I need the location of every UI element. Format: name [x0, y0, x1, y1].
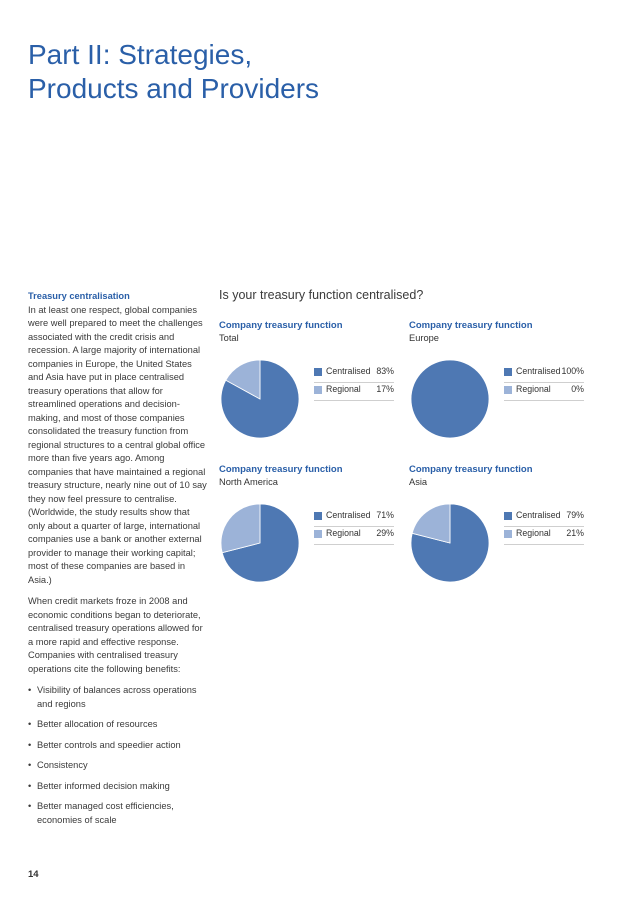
pie-chart — [219, 358, 301, 440]
legend-swatch-centralised — [314, 512, 322, 520]
legend-row-centralised — [314, 509, 394, 527]
body-paragraph-2: When credit markets froze in 2008 and economic conditions began to deteriorate, centralised treasury operations allowed for a more rapid and effective response. Companies with centralised treasury operations cite the following benefits: — [28, 596, 203, 674]
legend-value: 79% — [566, 510, 584, 520]
chart-title: Company treasury function — [409, 464, 533, 475]
left-column — [28, 290, 208, 834]
page-title-line-2: Products and Providers — [28, 73, 320, 104]
legend-value: 71% — [376, 510, 394, 520]
legend-swatch-centralised — [314, 368, 322, 376]
list-item: • Better allocation of resources — [28, 718, 208, 732]
legend-row-regional — [504, 383, 584, 401]
chart-panel-total — [219, 320, 404, 460]
chart-title: Company treasury function — [219, 464, 343, 475]
page-number: 14 — [28, 869, 39, 880]
legend-row-regional — [314, 383, 394, 401]
list-item: • Better informed decision making — [28, 780, 208, 794]
legend-row-regional — [504, 527, 584, 545]
legend-row-centralised — [504, 365, 584, 383]
page-title-line-1: Part II: Strategies, — [28, 39, 253, 70]
section-heading: Treasury centralisation — [28, 291, 130, 301]
legend-swatch-regional — [504, 386, 512, 394]
chart-panel-asia — [409, 464, 594, 604]
chart-legend — [314, 365, 394, 401]
legend-label: Centralised — [326, 510, 371, 520]
legend-value: 100% — [561, 366, 584, 376]
legend-label: Regional — [516, 384, 551, 394]
chart-panel-north-america — [219, 464, 404, 604]
list-item: • Consistency — [28, 759, 208, 773]
pie-slice-centralised — [411, 360, 489, 438]
list-item: • Better managed cost efficiencies, economies of scale — [28, 800, 208, 827]
legend-swatch-regional — [504, 530, 512, 538]
benefits-list — [28, 684, 208, 827]
chart-title: Company treasury function — [409, 320, 533, 331]
chart-subtitle: Europe — [409, 333, 439, 343]
chart-legend — [504, 509, 584, 545]
legend-value: 83% — [376, 366, 394, 376]
chart-subtitle: Asia — [409, 477, 428, 487]
pie-chart — [219, 502, 301, 584]
chart-subtitle: Total — [219, 333, 239, 343]
legend-label: Regional — [326, 384, 361, 394]
legend-value: 21% — [566, 528, 584, 538]
pie-chart — [409, 358, 491, 440]
legend-row-regional — [314, 527, 394, 545]
chart-panel-europe — [409, 320, 594, 460]
legend-row-centralised — [504, 509, 584, 527]
pie-chart — [409, 502, 491, 584]
legend-value: 0% — [571, 384, 584, 394]
list-item: • Visibility of balances across operations and regions — [28, 684, 208, 711]
chart-question: Is your treasury function centralised? — [219, 288, 424, 302]
legend-label: Regional — [326, 528, 361, 538]
chart-legend — [314, 509, 394, 545]
page-title — [28, 38, 588, 106]
legend-value: 29% — [376, 528, 394, 538]
legend-swatch-centralised — [504, 368, 512, 376]
legend-swatch-centralised — [504, 512, 512, 520]
legend-label: Regional — [516, 528, 551, 538]
list-item: • Better controls and speedier action — [28, 739, 208, 753]
chart-legend — [504, 365, 584, 401]
legend-label: Centralised — [516, 366, 561, 376]
legend-value: 17% — [376, 384, 394, 394]
legend-row-centralised — [314, 365, 394, 383]
legend-swatch-regional — [314, 386, 322, 394]
chart-title: Company treasury function — [219, 320, 343, 331]
chart-subtitle: North America — [219, 477, 278, 487]
legend-label: Centralised — [326, 366, 371, 376]
legend-swatch-regional — [314, 530, 322, 538]
body-paragraph-1: In at least one respect, global companies were well prepared to meet the challenges associated with the credit crisis and recession. A large majority of international companies in Europe, the United States and Asia have put in place centralised treasury operations that allow for streamlined operations and decision-making, and most of those companies consolidated the treasury function from regional structures to a central global office more than five years ago. Among companies that have maintained a regional treasury structure, nearly nine out of 10 say they now feel pressure to centralise. (Worldwide, the study results show that only about a quarter of large, international companies use a bank or another external provider to manage their working capital; most of these companies are based in Asia.) — [28, 304, 207, 585]
legend-label: Centralised — [516, 510, 561, 520]
